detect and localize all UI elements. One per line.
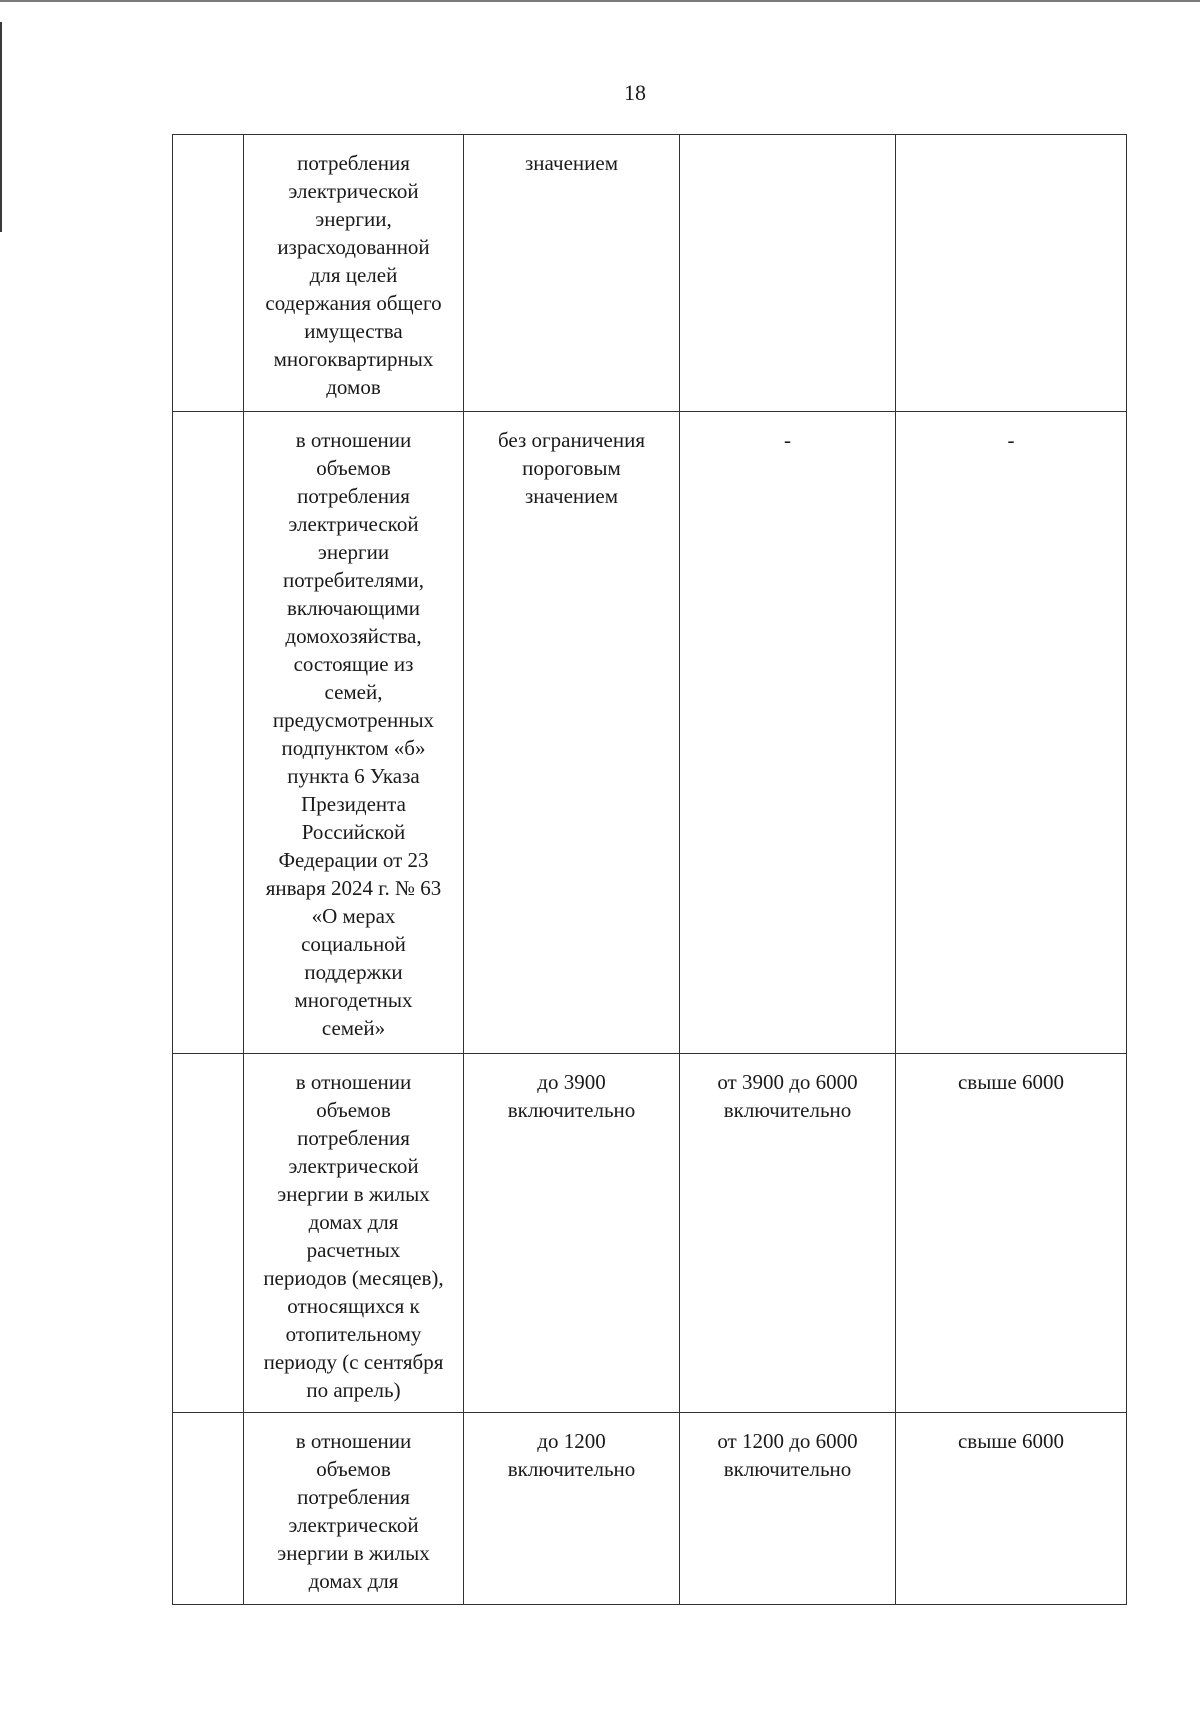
row-number-cell bbox=[173, 412, 244, 1054]
tariff-threshold-table bbox=[172, 134, 1127, 1605]
range-1-cell: значением bbox=[464, 135, 680, 412]
range-1-cell: без ограничения пороговым значением bbox=[464, 412, 680, 1054]
description-cell: в отношении объемов потребления электрической энергии потребителями, включающими домохозяйства, состоящие из семей, предусмотренных подпунктом «б» пункта 6 Указа Президента Российской Федерации от 23 января 2024 г. № 63 «О мерах социальной поддержки многодетных семей» bbox=[244, 412, 464, 1054]
table-row bbox=[173, 135, 1127, 412]
description-cell: в отношении объемов потребления электрической энергии в жилых домах для расчетных периодов (месяцев), относящихся к отопительному периоду (с сентября по апрель) bbox=[244, 1054, 464, 1413]
range-3-cell bbox=[896, 135, 1127, 412]
range-2-cell bbox=[680, 135, 896, 412]
range-2-cell: от 3900 до 6000 включительно bbox=[680, 1054, 896, 1413]
row-number-cell bbox=[173, 1054, 244, 1413]
table-row bbox=[173, 1413, 1127, 1605]
scan-top-edge bbox=[0, 0, 1200, 2]
page-number: 18 bbox=[624, 80, 646, 105]
row-number-cell bbox=[173, 1413, 244, 1605]
table-row bbox=[173, 412, 1127, 1054]
range-3-cell: свыше 6000 bbox=[896, 1413, 1127, 1605]
description-cell: потребления электрической энергии, израсходованной для целей содержания общего имущества многоквартирных домов bbox=[244, 135, 464, 412]
range-1-cell: до 3900 включительно bbox=[464, 1054, 680, 1413]
row-number-cell bbox=[173, 135, 244, 412]
range-3-cell: - bbox=[896, 412, 1127, 1054]
range-2-cell: - bbox=[680, 412, 896, 1054]
range-2-cell: от 1200 до 6000 включительно bbox=[680, 1413, 896, 1605]
range-1-cell: до 1200 включительно bbox=[464, 1413, 680, 1605]
scan-left-edge-mark bbox=[0, 22, 2, 232]
table-row bbox=[173, 1054, 1127, 1413]
description-cell: в отношении объемов потребления электрической энергии в жилых домах для bbox=[244, 1413, 464, 1605]
range-3-cell: свыше 6000 bbox=[896, 1054, 1127, 1413]
